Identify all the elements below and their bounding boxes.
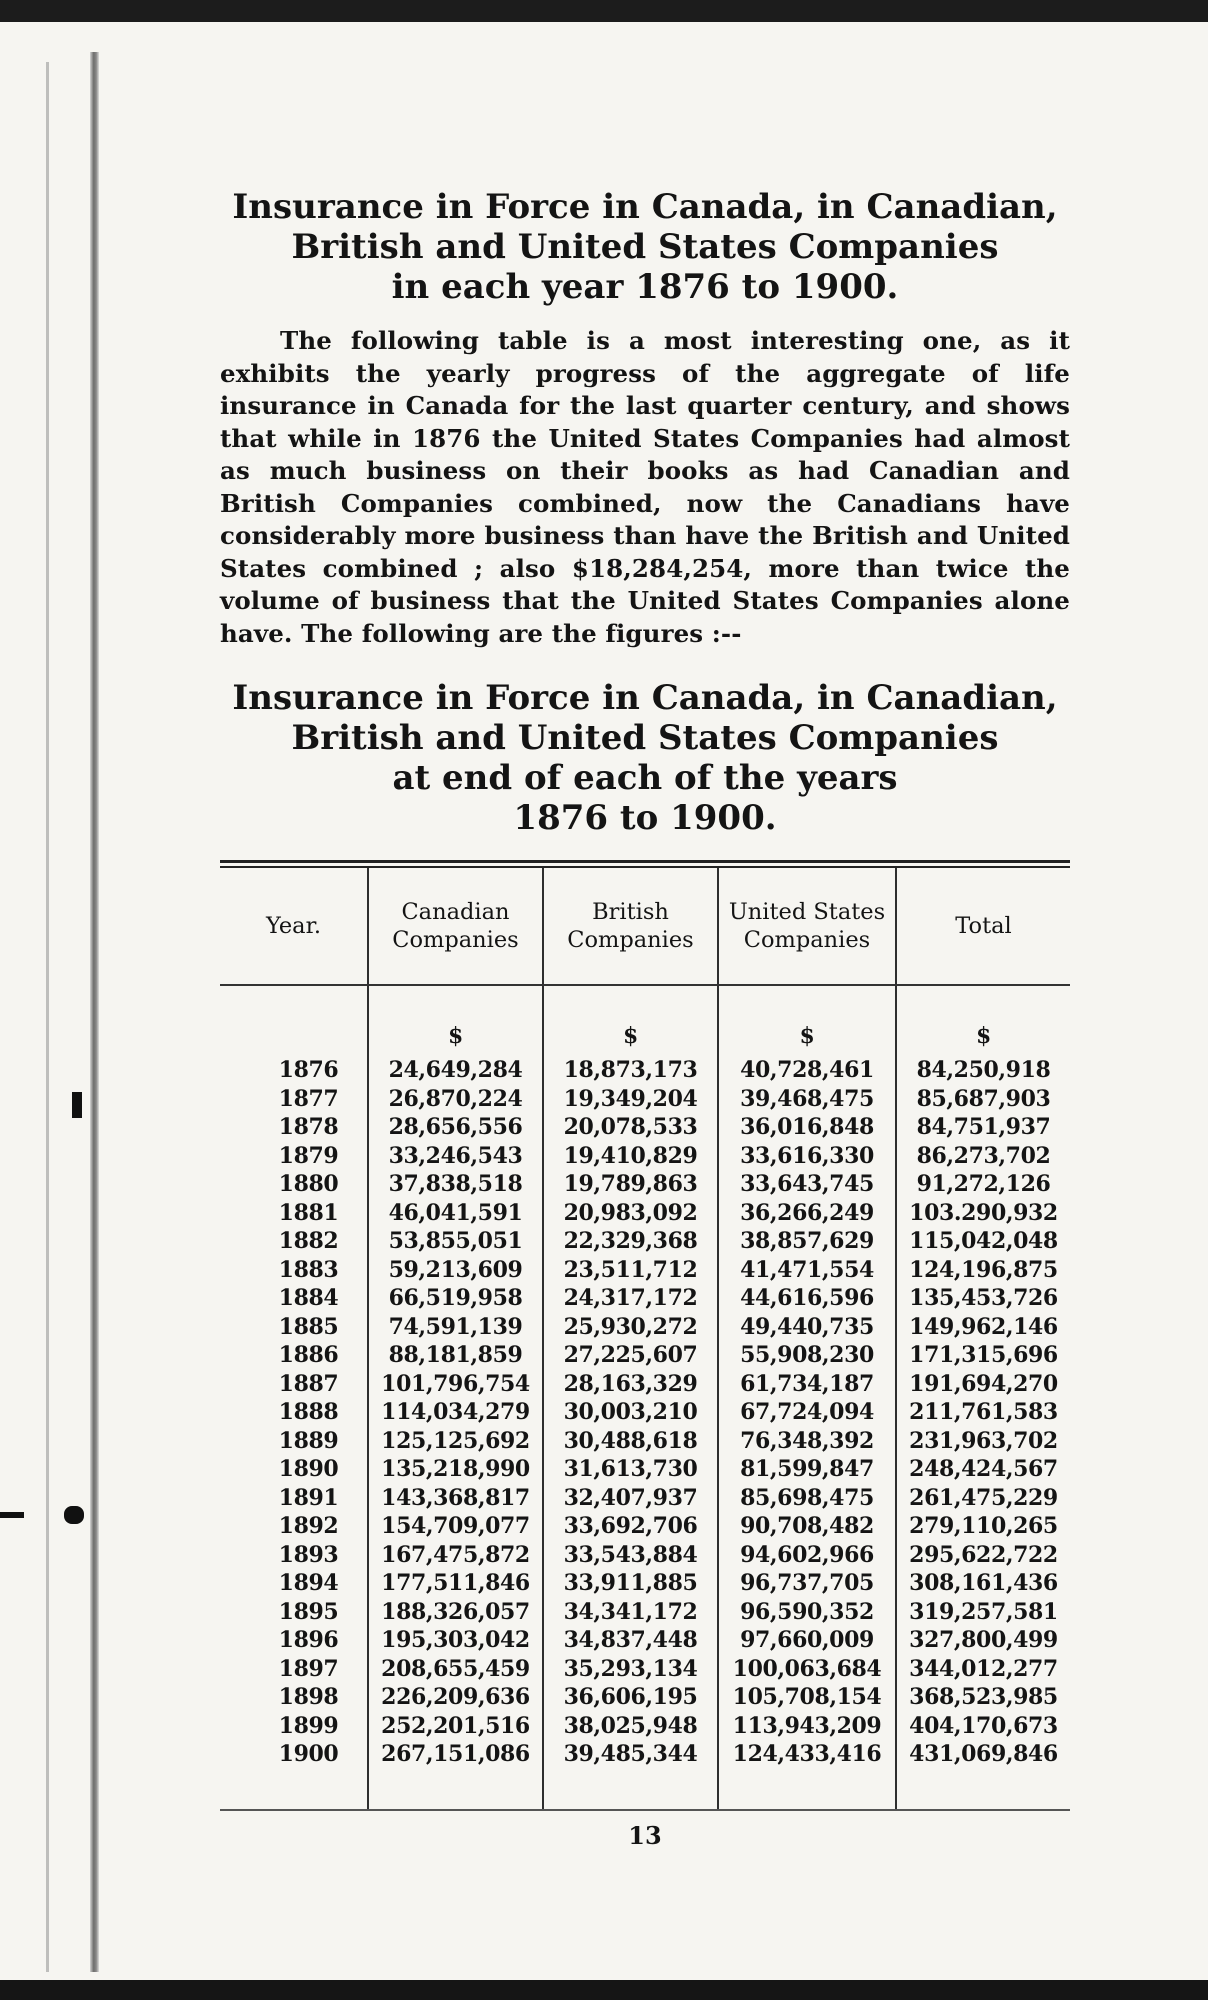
cell-total: 211,761,583 [896,1398,1070,1427]
table-header-row [220,868,1070,985]
cell-canadian: 135,218,990 [368,1455,543,1484]
cell-united-states: 90,708,482 [718,1512,896,1541]
cell-year: 1892 [278,1513,339,1539]
cell-year: 1899 [278,1712,339,1739]
cell-united-states: 36,266,249 [718,1199,896,1228]
cell-british: 30,003,210 [543,1398,718,1427]
cell-year: 1878 [278,1114,339,1140]
currency-symbol: $ [896,985,1070,1056]
cell-united-states: 36,016,848 [718,1113,896,1142]
cell-british: 36,606,195 [543,1683,718,1712]
cell-total: 85,687,903 [896,1085,1070,1114]
cell-british: 25,930,272 [543,1313,718,1342]
cell-united-states: 97,660,009 [718,1626,896,1655]
cell-united-states: 44,616,596 [718,1284,896,1313]
col-header-total: Total [896,868,1070,985]
cell-total: 149,962,146 [896,1313,1070,1342]
cell-british: 19,410,829 [543,1142,718,1171]
table-row [220,1227,1070,1256]
cell-total: 84,250,918 [896,1056,1070,1085]
edge-mark [72,1092,82,1118]
table-row [220,1056,1070,1085]
cell-canadian: 66,519,958 [368,1284,543,1313]
cell-united-states: 96,737,705 [718,1569,896,1598]
cell-british: 32,407,937 [543,1484,718,1513]
currency-row [220,985,1070,1056]
cell-total: 308,161,436 [896,1569,1070,1598]
cell-total: 91,272,126 [896,1170,1070,1199]
cell-year: 1898 [278,1684,339,1710]
cell-year: 1894 [278,1570,339,1596]
table-row [220,1085,1070,1114]
cell-canadian: 125,125,692 [368,1427,543,1456]
table-row [220,1170,1070,1199]
cell-canadian: 143,368,817 [368,1484,543,1513]
table-row [220,1655,1070,1684]
page-edge-line [46,62,49,1972]
table-row [220,1199,1070,1228]
cell-united-states: 39,468,475 [718,1085,896,1114]
cell-total: 115,042,048 [896,1227,1070,1256]
cell-year: 1891 [278,1484,339,1511]
cell-total: 404,170,673 [896,1712,1070,1741]
cell-year: 1895 [278,1598,339,1625]
cell-british: 20,078,533 [543,1113,718,1142]
table-row [220,1341,1070,1370]
table-row [220,1284,1070,1313]
cell-united-states: 38,857,629 [718,1227,896,1256]
cell-canadian: 195,303,042 [368,1626,543,1655]
cell-canadian: 26,870,224 [368,1085,543,1114]
cell-united-states: 100,063,684 [718,1655,896,1684]
cell-canadian: 267,151,086 [368,1740,543,1809]
col-header-year: Year. [220,868,368,985]
cell-united-states: 33,643,745 [718,1170,896,1199]
cell-canadian: 226,209,636 [368,1683,543,1712]
table-row [220,1512,1070,1541]
cell-year: 1889 [278,1427,339,1454]
cell-year: 1883 [278,1256,339,1283]
cell-british: 18,873,173 [543,1056,718,1085]
table-row [220,1256,1070,1285]
cell-year: 1877 [278,1085,339,1112]
cell-total: 231,963,702 [896,1427,1070,1456]
table-row [220,1712,1070,1741]
cell-british: 39,485,344 [543,1740,718,1809]
cell-british: 20,983,092 [543,1199,718,1228]
cell-total: 295,622,722 [896,1541,1070,1570]
cell-united-states: 85,698,475 [718,1484,896,1513]
cell-total: 279,110,265 [896,1512,1070,1541]
cell-year: 1879 [278,1142,339,1169]
table-row [220,1113,1070,1142]
cell-total: 191,694,270 [896,1370,1070,1399]
cell-canadian: 114,034,279 [368,1398,543,1427]
cell-year: 1888 [278,1399,339,1425]
cell-british: 23,511,712 [543,1256,718,1285]
cell-canadian: 88,181,859 [368,1341,543,1370]
page-number: 13 [628,1820,662,1850]
cell-british: 33,692,706 [543,1512,718,1541]
cell-canadian: 37,838,518 [368,1170,543,1199]
cell-united-states: 49,440,735 [718,1313,896,1342]
currency-cell-empty [220,985,368,1056]
cell-canadian: 252,201,516 [368,1712,543,1741]
cell-british: 27,225,607 [543,1341,718,1370]
cell-canadian: 28,656,556 [368,1113,543,1142]
cell-united-states: 40,728,461 [718,1056,896,1085]
intro-paragraph: The following table is a most interesting one, as it exhibits the yearly progress of the aggregate of life insurance in Canada for the last quarter century, and shows that while in 1876 the United States Companies had almost as much business on their books as had Canadian and British Companies combined, now the Canadians have considerably more business than have the British and United States combined ; also $18,284,254, more than twice the volume of business that the United States Companies alone have. The following are the figures :-- [220,326,1070,648]
cell-united-states: 81,599,847 [718,1455,896,1484]
cell-total: 319,257,581 [896,1598,1070,1627]
cell-british: 19,789,863 [543,1170,718,1199]
cell-total: 431,069,846 [896,1740,1070,1809]
cell-british: 33,911,885 [543,1569,718,1598]
table-row [220,1569,1070,1598]
cell-year: 1893 [278,1541,339,1568]
edge-mark [64,1506,84,1524]
currency-symbol: $ [543,985,718,1056]
cell-year: 1884 [278,1285,339,1311]
cell-canadian: 208,655,459 [368,1655,543,1684]
cell-total: 84,751,937 [896,1113,1070,1142]
cell-united-states: 41,471,554 [718,1256,896,1285]
table-row [220,1740,1070,1809]
cell-canadian: 24,649,284 [368,1056,543,1085]
cell-canadian: 33,246,543 [368,1142,543,1171]
cell-united-states: 124,433,416 [718,1740,896,1809]
table-heading: Insurance in Force in Canada, in Canadian, British and United States Companies at end of each of the years 1876 to 1900. [232,678,1058,838]
cell-canadian: 53,855,051 [368,1227,543,1256]
cell-british: 31,613,730 [543,1455,718,1484]
cell-british: 28,163,329 [543,1370,718,1399]
col-header-canadian: Canadian Companies [368,868,543,985]
table-row [220,1484,1070,1513]
section-heading: Insurance in Force in Canada, in Canadian, British and United States Companies in each year 1876 to 1900. [232,187,1058,307]
cell-canadian: 167,475,872 [368,1541,543,1570]
cell-canadian: 101,796,754 [368,1370,543,1399]
cell-year: 1880 [278,1171,339,1197]
col-header-united-states: United States Companies [718,868,896,985]
table-bottom-rule [220,1809,1070,1811]
table-row [220,1142,1070,1171]
cell-total: 124,196,875 [896,1256,1070,1285]
cell-canadian: 177,511,846 [368,1569,543,1598]
cell-canadian: 74,591,139 [368,1313,543,1342]
table-top-rule [220,860,1070,868]
table-row [220,1455,1070,1484]
cell-year: 1881 [278,1199,339,1226]
cell-total: 86,273,702 [896,1142,1070,1171]
table-row [220,1427,1070,1456]
table-row [220,1683,1070,1712]
cell-year: 1887 [278,1370,339,1397]
cell-united-states: 96,590,352 [718,1598,896,1627]
cell-united-states: 67,724,094 [718,1398,896,1427]
cell-total: 261,475,229 [896,1484,1070,1513]
cell-year: 1876 [278,1057,339,1083]
currency-symbol: $ [718,985,896,1056]
binding-shadow [90,52,99,1972]
cell-british: 35,293,134 [543,1655,718,1684]
cell-united-states: 33,616,330 [718,1142,896,1171]
cell-united-states: 55,908,230 [718,1341,896,1370]
book-page [0,22,1208,1980]
cell-year: 1897 [278,1655,339,1682]
cell-canadian: 59,213,609 [368,1256,543,1285]
cell-total: 135,453,726 [896,1284,1070,1313]
table-row [220,1541,1070,1570]
edge-mark [0,1512,24,1518]
cell-british: 34,837,448 [543,1626,718,1655]
cell-canadian: 188,326,057 [368,1598,543,1627]
cell-year: 1882 [278,1228,339,1254]
cell-british: 19,349,204 [543,1085,718,1114]
cell-british: 33,543,884 [543,1541,718,1570]
cell-british: 22,329,368 [543,1227,718,1256]
cell-canadian: 46,041,591 [368,1199,543,1228]
cell-year: 1900 [278,1741,339,1767]
table-row [220,1626,1070,1655]
insurance-table-wrap [220,860,1070,1850]
cell-year: 1886 [278,1342,339,1368]
cell-total: 368,523,985 [896,1683,1070,1712]
cell-canadian: 154,709,077 [368,1512,543,1541]
cell-total: 344,012,277 [896,1655,1070,1684]
scan-bottom-edge [0,1980,1208,2000]
cell-year: 1885 [278,1313,339,1340]
table-row [220,1370,1070,1399]
table-row [220,1598,1070,1627]
cell-total: 103.290,932 [896,1199,1070,1228]
cell-total: 248,424,567 [896,1455,1070,1484]
cell-united-states: 61,734,187 [718,1370,896,1399]
cell-british: 24,317,172 [543,1284,718,1313]
col-header-british: British Companies [543,868,718,985]
table-row [220,1398,1070,1427]
cell-united-states: 76,348,392 [718,1427,896,1456]
cell-year: 1890 [278,1456,339,1482]
cell-british: 38,025,948 [543,1712,718,1741]
table-row [220,1313,1070,1342]
cell-british: 34,341,172 [543,1598,718,1627]
cell-united-states: 105,708,154 [718,1683,896,1712]
insurance-table [220,868,1070,1809]
cell-total: 327,800,499 [896,1626,1070,1655]
cell-year: 1896 [278,1627,339,1653]
cell-united-states: 94,602,966 [718,1541,896,1570]
cell-united-states: 113,943,209 [718,1712,896,1741]
cell-british: 30,488,618 [543,1427,718,1456]
cell-total: 171,315,696 [896,1341,1070,1370]
page-content [220,187,1070,1850]
currency-symbol: $ [368,985,543,1056]
